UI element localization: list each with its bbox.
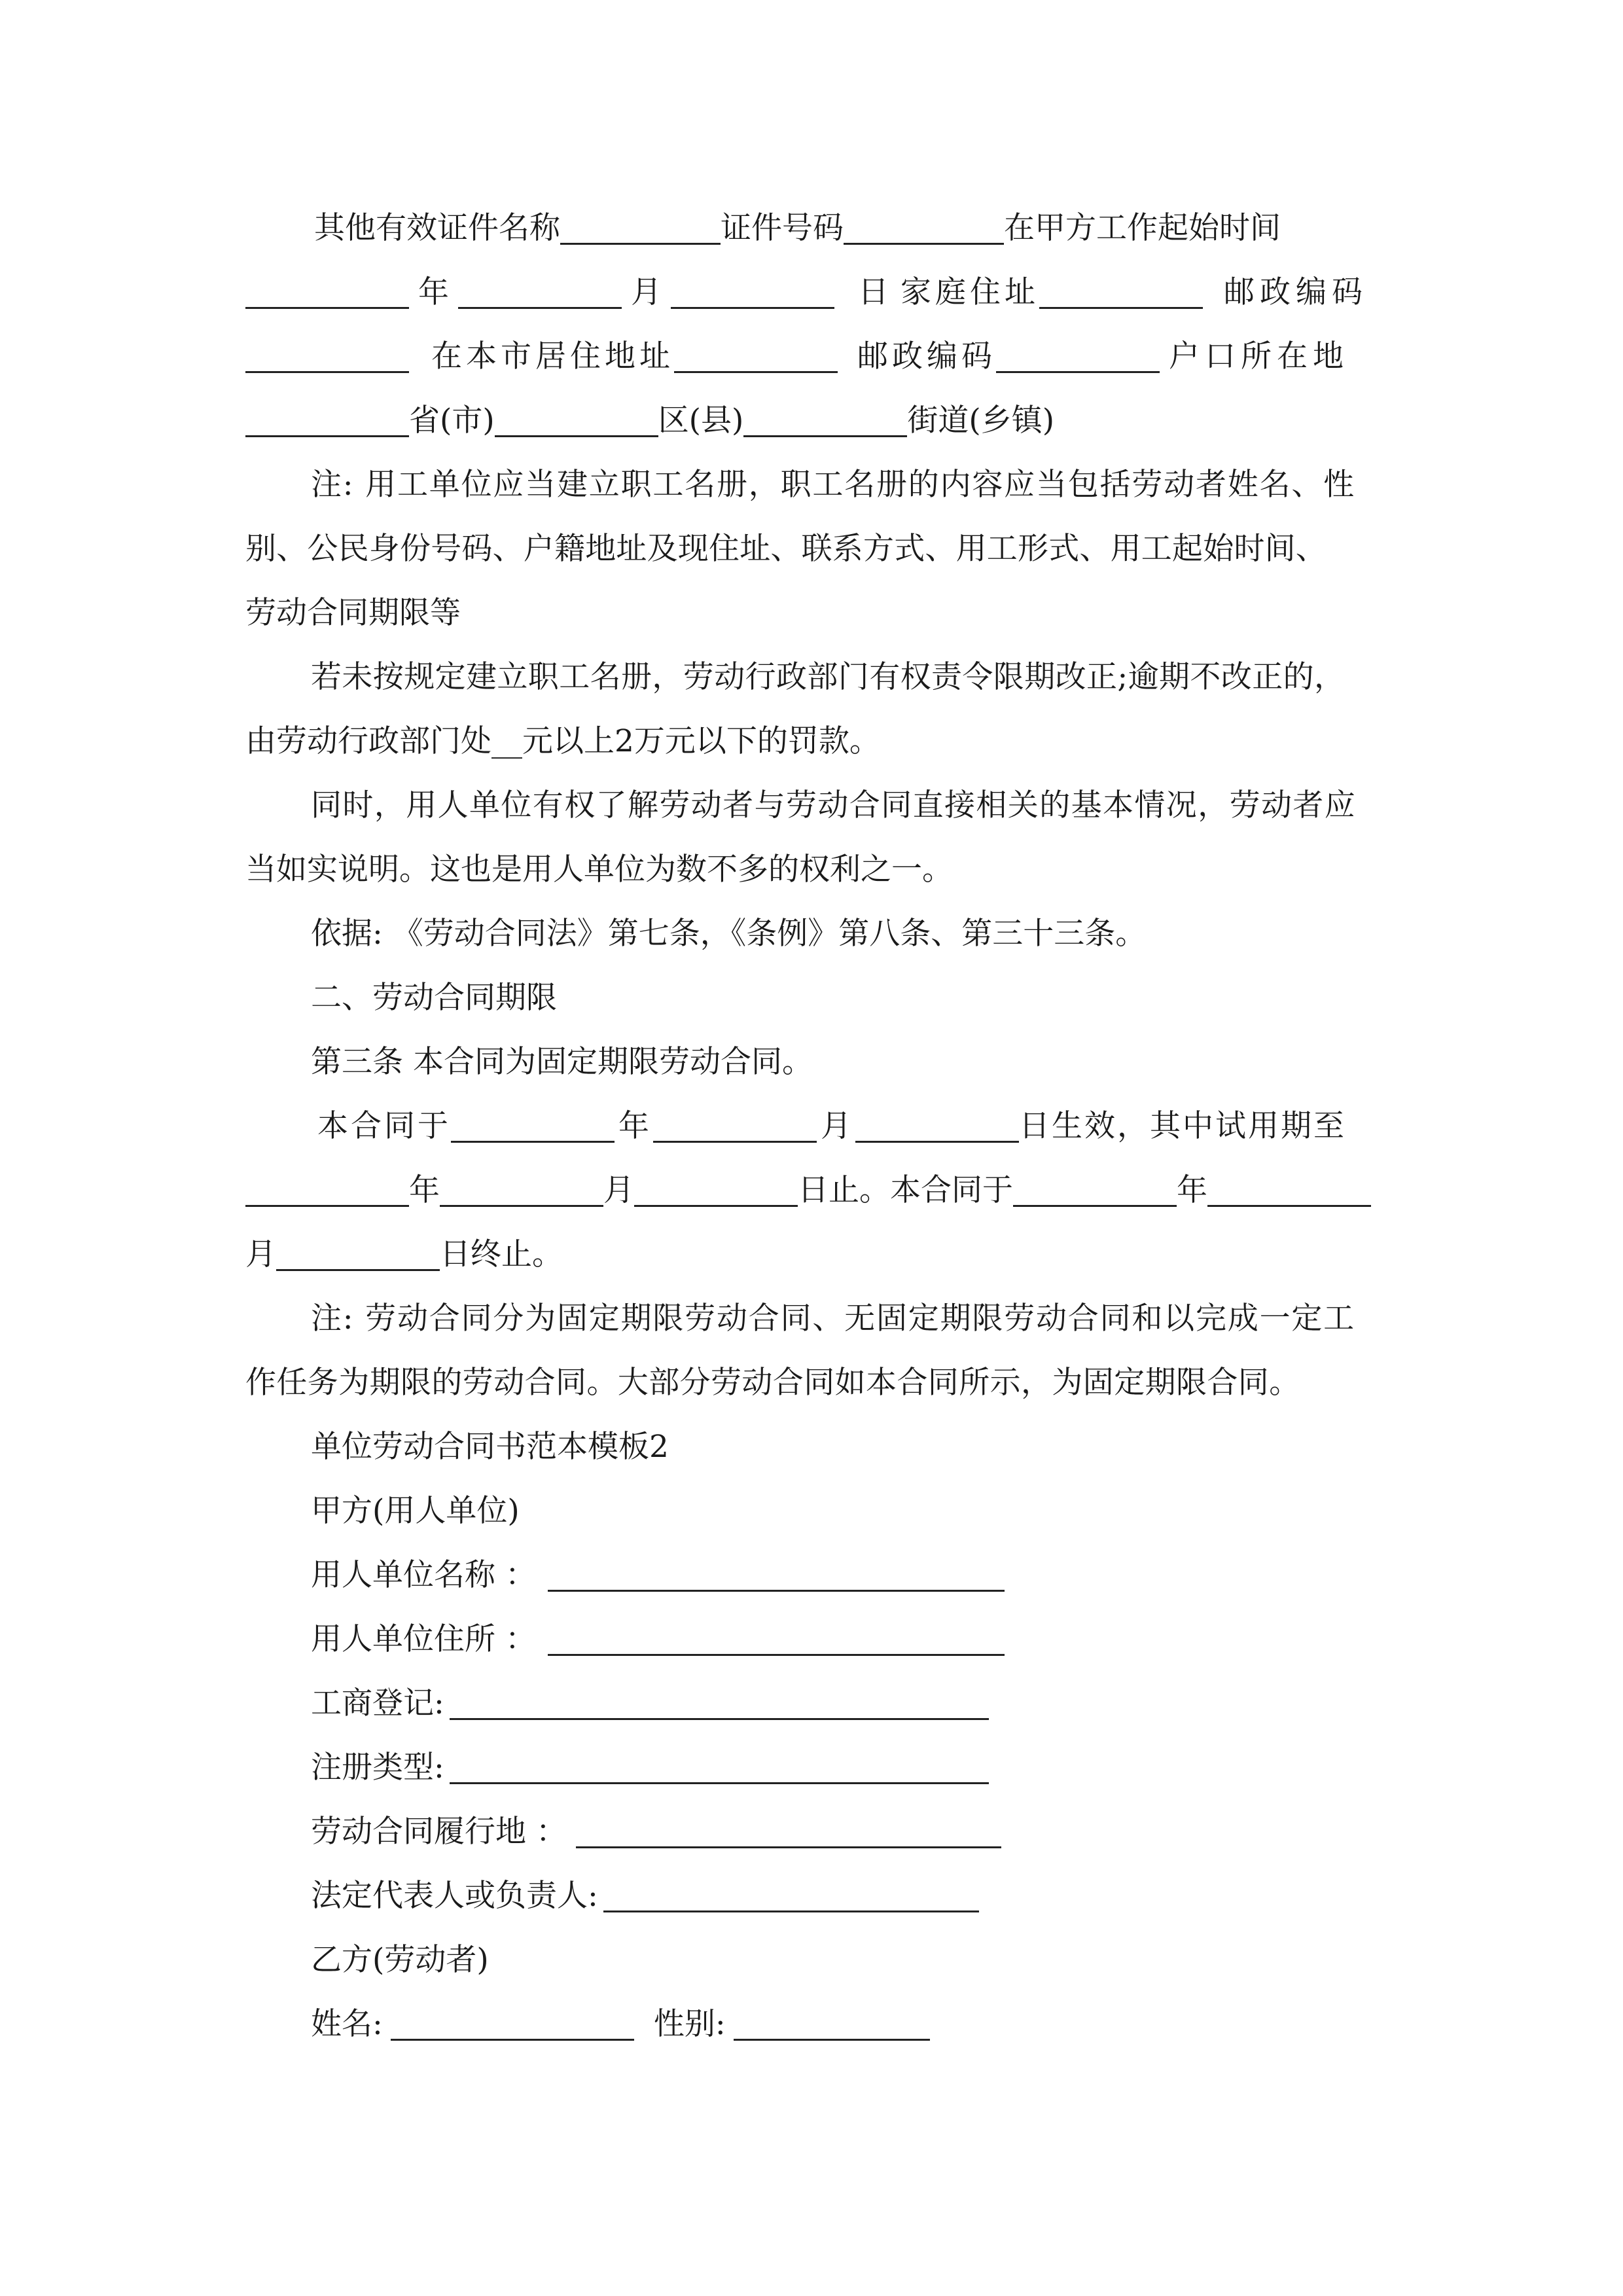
input-employer-name[interactable]: [548, 1549, 1005, 1592]
blank-year[interactable]: [245, 266, 409, 309]
input-worker-gender[interactable]: [734, 1998, 930, 2041]
label-worker-name: 姓名:: [311, 2006, 383, 2042]
penalty-line-1: 若未按规定建立职工名册，劳动行政部门有权责令限期改正;逾期不改正的，: [311, 659, 1346, 695]
blank-id-number[interactable]: [844, 202, 1004, 245]
text-id-number: 证件号码: [721, 210, 844, 246]
note-1-line-1: 注: 用工单位应当建立职工名册，职工名册的内容应当包括劳动者姓名、性: [311, 467, 1355, 503]
blank-eff-year[interactable]: [451, 1100, 615, 1143]
penalty-line-2: 由劳动行政部门处__元以上2万元以下的罚款。: [245, 723, 880, 759]
note-1-line-2: 别、公民身份号码、户籍地址及现住址、联系方式、用工形式、用工起始时间、: [245, 531, 1327, 567]
rights-line-2: 当如实说明。这也是用人单位为数不多的权利之一。: [245, 852, 953, 888]
blank-home-address[interactable]: [1039, 266, 1203, 309]
text-month: 月: [631, 274, 662, 310]
effective-line-2: [245, 1158, 1378, 1223]
text-termination: 日终止。: [440, 1236, 563, 1272]
label-reg-type: 注册类型:: [311, 1749, 444, 1785]
effective-line-3: [245, 1223, 1378, 1287]
field-work-place: [311, 1800, 1443, 1864]
text-trial-month: 月: [603, 1172, 634, 1208]
input-work-place[interactable]: [576, 1806, 1001, 1848]
article-3: 第三条 本合同为固定期限劳动合同。: [311, 1044, 813, 1080]
text-postcode-2: 邮政编码: [857, 338, 996, 374]
text-trial-end: 日止。本合同于: [798, 1172, 1013, 1208]
text-local-address: 在本市居住地址: [431, 338, 674, 374]
text-home-address: 家庭住址: [901, 274, 1039, 310]
text-eff-month: 月: [821, 1108, 851, 1144]
input-legal-rep[interactable]: [603, 1870, 979, 1912]
blank-district[interactable]: [743, 395, 907, 437]
hukou-line: [245, 389, 1378, 453]
label-business-reg: 工商登记:: [311, 1685, 444, 1721]
text-contract-on: 本合同于: [317, 1108, 451, 1144]
text-postcode: 邮政编码: [1224, 274, 1368, 310]
label-legal-rep: 法定代表人或负责人:: [311, 1878, 598, 1914]
template-title: 单位劳动合同书范本模板2: [311, 1429, 669, 1465]
rights-line-1: 同时，用人单位有权了解劳动者与劳动合同直接相关的基本情况，劳动者应: [311, 787, 1357, 823]
legal-basis: 依据: 《劳动合同法》第七条，《条例》第八条、第三十三条。: [311, 916, 1147, 952]
input-employer-address[interactable]: [548, 1613, 1005, 1656]
blank-day[interactable]: [671, 266, 834, 309]
field-employer-address: [311, 1607, 1443, 1672]
party-b-heading: 乙方(劳动者): [311, 1942, 489, 1978]
field-worker-name-gender: [311, 1992, 1443, 2056]
text-street: 街道(乡镇): [907, 403, 1055, 439]
text-effective-trial: 日生效，其中试用期至: [1019, 1108, 1346, 1144]
text-day: 日: [858, 274, 889, 310]
field-reg-type: [311, 1736, 1443, 1800]
text-year: 年: [418, 274, 449, 310]
blank-month[interactable]: [458, 266, 622, 309]
text-hukou: 户口所在地: [1169, 338, 1349, 374]
blank-trial-year[interactable]: [245, 1164, 409, 1207]
blank-end-year[interactable]: [1013, 1164, 1177, 1207]
field-business-reg: [311, 1672, 1443, 1736]
field-employer-name: [311, 1543, 1443, 1607]
note-1-line-3: 劳动合同期限等: [245, 595, 461, 631]
input-reg-type[interactable]: [450, 1742, 989, 1784]
text-eff-year: 年: [618, 1108, 649, 1144]
text-other-id: 其他有效证件名称: [314, 210, 560, 246]
text-end-year: 年: [1177, 1172, 1207, 1208]
label-employer-address: 用人单位住所 ：: [311, 1621, 536, 1657]
residence-line: [245, 325, 1378, 389]
blank-postcode[interactable]: [996, 331, 1160, 373]
blank-eff-month[interactable]: [653, 1100, 817, 1143]
note-2-line-1: 注: 劳动合同分为固定期限劳动合同、无固定期限劳动合同和以完成一定工: [311, 1300, 1355, 1336]
blank-id-name[interactable]: [560, 202, 721, 245]
note-2-line-2: 作任务为期限的劳动合同。大部分劳动合同如本合同所示，为固定期限合同。: [245, 1365, 1300, 1401]
blank-local-address[interactable]: [674, 331, 838, 373]
blank-residence-pre[interactable]: [245, 331, 409, 373]
text-province: 省(市): [409, 403, 495, 439]
blank-end-day[interactable]: [276, 1229, 440, 1271]
blank-trial-day[interactable]: [634, 1164, 798, 1207]
blank-province[interactable]: [495, 395, 658, 437]
blank-eff-day[interactable]: [855, 1100, 1019, 1143]
text-district: 区(县): [658, 403, 744, 439]
input-worker-name[interactable]: [391, 1998, 634, 2041]
field-legal-rep: [311, 1864, 1443, 1928]
blank-end-month-pre[interactable]: [1207, 1164, 1371, 1207]
label-work-place: 劳动合同履行地 ：: [311, 1814, 567, 1850]
id-line: [314, 196, 1378, 260]
blank-hukou-pre[interactable]: [245, 395, 409, 437]
input-business-reg[interactable]: [450, 1677, 989, 1720]
section-heading-term: 二、劳动合同期限: [311, 980, 557, 1016]
date-address-line: [245, 260, 1378, 325]
text-trial-year: 年: [409, 1172, 440, 1208]
text-end-month: 月: [245, 1236, 276, 1272]
label-worker-gender: 性别:: [653, 2006, 726, 2042]
label-employer-name: 用人单位名称 ：: [311, 1557, 536, 1593]
party-a-heading: 甲方(用人单位): [311, 1493, 520, 1529]
effective-line-1: [317, 1094, 1378, 1158]
text-start-time: 在甲方工作起始时间: [1004, 210, 1281, 246]
blank-trial-month[interactable]: [440, 1164, 603, 1207]
